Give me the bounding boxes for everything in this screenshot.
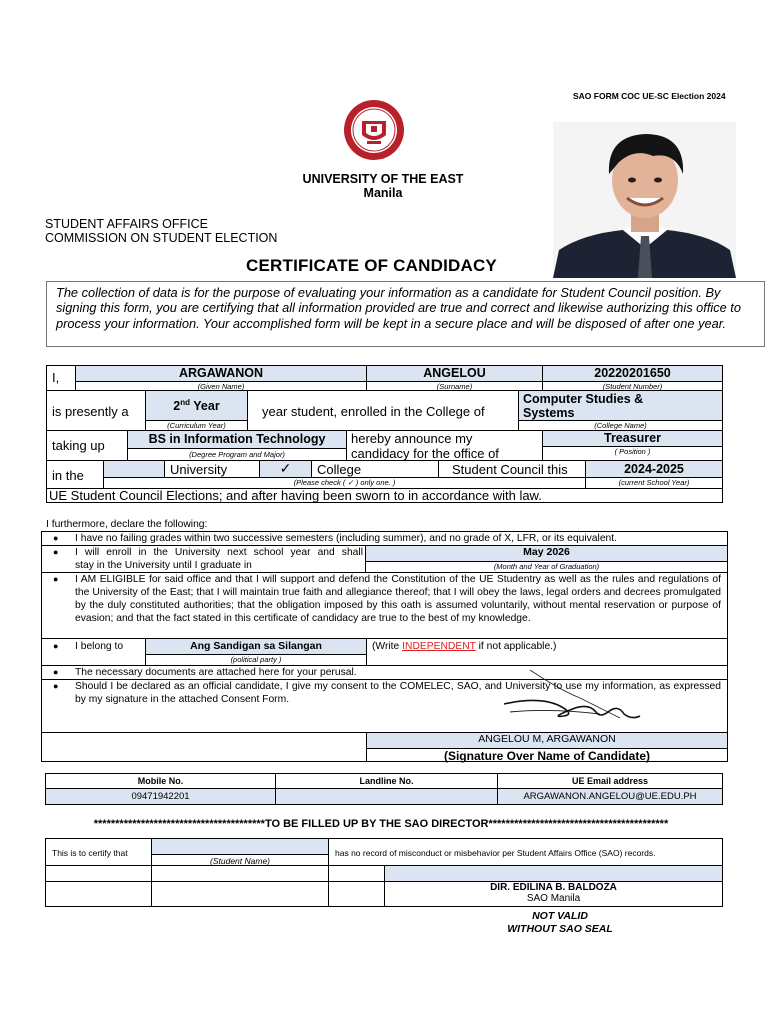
check-mark-icon: ✓ xyxy=(279,460,292,476)
university-name-block xyxy=(270,172,496,200)
declaration-item-2-line-1: I will enroll in the University next school year and shall xyxy=(75,547,363,558)
program-value: BS in Information Technology xyxy=(148,432,326,446)
declaration-item-4: I belong to xyxy=(75,641,124,652)
director-signature-field[interactable] xyxy=(385,866,722,881)
landline-header: Landline No. xyxy=(359,776,414,786)
student-name-field[interactable] xyxy=(152,839,328,854)
divider xyxy=(127,448,347,449)
record-text: has no record of misconduct or misbehavior per Student Affairs Office (SAO) records. xyxy=(335,848,656,858)
email-header: UE Email address xyxy=(571,776,649,786)
university-seal-logo xyxy=(338,99,410,161)
given-name-caption: (Given Name) xyxy=(197,382,245,391)
university-name: UNIVERSITY OF THE EAST xyxy=(302,172,464,186)
divider xyxy=(151,854,328,855)
write-post: if not applicable.) xyxy=(475,641,557,652)
not-valid-line-1: NOT VALID xyxy=(532,910,588,922)
declaration-item-3: I AM ELIGIBLE for said office and that I will support and defend the Constitution of the UE Studentry as well as the rules and regulations of the University of the East; that I will maintain true faith and allegiance thereof; that I will obey the laws, legal orders and decrees promulgated by the duly constituted authorities; that the obligation imposed by this oath is assumed voluntarily, without mental reservation or purpose of evasion; and that the fact stated in this certificate of candidacy are true to the best of my knowledge. xyxy=(75,574,721,624)
college-name-value: Computer Studies & Systems xyxy=(523,392,644,420)
in-the-label: in the xyxy=(52,468,84,483)
surname-value: ANGELOU xyxy=(423,366,486,380)
position-value: Treasurer xyxy=(604,431,661,445)
curriculum-year-caption: (Curriculum Year) xyxy=(167,421,226,430)
year-number: 2 xyxy=(173,399,181,414)
graduation-caption: (Month and Year of Graduation) xyxy=(493,562,600,571)
email-value[interactable]: ARGAWANON.ANGELOU@UE.EDU.PH xyxy=(523,791,697,802)
bullet-icon: ● xyxy=(53,641,59,651)
office-line-2: COMMISSION ON STUDENT ELECTION xyxy=(45,230,278,245)
director-name: DIR. EDILINA B. BALDOZA xyxy=(490,882,617,893)
not-valid-line-2: WITHOUT SAO SEAL xyxy=(507,923,613,935)
declaration-item-2-line-2: stay in the University until I graduate in xyxy=(75,560,252,571)
page-title: CERTIFICATE OF CANDIDACY xyxy=(246,256,497,275)
program-caption: (Degree Program and Major) xyxy=(189,450,285,459)
divider xyxy=(247,390,248,430)
divider xyxy=(328,838,329,907)
declaration-item-2 xyxy=(75,546,363,572)
bullet-icon: ● xyxy=(53,681,59,691)
elections-text: UE Student Council Elections; and after having been sworn to in accordance with law. xyxy=(49,488,542,503)
divider xyxy=(346,430,347,460)
position-caption: ( Position ) xyxy=(614,447,651,456)
divider xyxy=(275,789,276,804)
curriculum-year-value xyxy=(146,398,247,413)
student-number-value: 20220201650 xyxy=(594,366,671,380)
privacy-notice: The collection of data is for the purpose of evaluating your information as a candidate for Student Council position. By signing this form, you are certifying that all information provided are true and correct and likewise authorizing this office to process your information. Your accomplished form will be kept in a secure place and will be disposed of after one year. xyxy=(46,281,765,347)
surname-caption: (Surname) xyxy=(436,382,473,391)
college-name-caption: (College Name) xyxy=(594,421,647,430)
mobile-header: Mobile No. xyxy=(137,776,184,786)
given-name-value: ARGAWANON xyxy=(178,366,264,380)
presently-label: is presently a xyxy=(52,404,129,419)
announce-text: hereby announce my candidacy for the office of xyxy=(351,431,499,461)
university-campus: Manila xyxy=(363,186,403,200)
bullet-icon: ● xyxy=(53,574,59,584)
bullet-icon: ● xyxy=(53,667,59,677)
divider xyxy=(311,460,312,477)
college-option-label: College xyxy=(317,462,362,477)
signature-caption: (Signature Over Name of Candidate) xyxy=(443,749,651,763)
independent-text: INDEPENDENT xyxy=(402,641,476,652)
sao-banner: ****************************************TO BE FILLED UP BY THE SAO DIRECTOR****************************************** xyxy=(93,818,669,830)
divider xyxy=(164,460,165,477)
bullet-icon: ● xyxy=(53,533,59,543)
school-year-caption: (current School Year) xyxy=(618,478,690,487)
divider xyxy=(366,638,367,665)
university-checkbox[interactable] xyxy=(104,461,164,477)
write-pre: (Write xyxy=(372,641,403,652)
declaration-item-5: The necessary documents are attached here for your perusal. xyxy=(75,667,357,678)
university-option-label: University xyxy=(170,462,228,477)
bullet-icon: ● xyxy=(53,547,59,557)
year-word: Year xyxy=(190,399,220,414)
write-independent-note xyxy=(372,640,556,653)
party-caption: (political party ) xyxy=(230,655,282,664)
prefix-label: I, xyxy=(52,370,60,385)
year-student-text: year student, enrolled in the College of xyxy=(262,404,485,419)
party-value: Ang Sandigan sa Silangan xyxy=(190,640,322,652)
check-caption: (Please check ( ✓ ) only one. ) xyxy=(293,478,396,487)
divider xyxy=(438,460,439,477)
signature-image xyxy=(500,668,645,724)
declaration-item-1: I have no failing grades within two successive semesters (including summer), and no grade of X, LFR, or its equivalent. xyxy=(75,533,617,544)
student-number-caption: (Student Number) xyxy=(602,382,663,391)
form-code: SAO FORM COC UE-SC Election 2024 xyxy=(573,91,726,101)
office-line-1: STUDENT AFFAIRS OFFICE xyxy=(45,217,208,231)
declaration-item-6: Should I be declared as an official candidate, I give my consent to the COMELEC, SAO, and University to use my information, as expressed by my signature in the attached Consent Form. xyxy=(75,681,721,705)
school-year-value: 2024-2025 xyxy=(624,462,684,476)
declaration-intro: I furthermore, declare the following: xyxy=(46,519,208,530)
mobile-value[interactable]: 09471942201 xyxy=(131,791,190,802)
candidate-photo xyxy=(553,122,736,278)
office-block xyxy=(45,218,277,245)
certify-label: This is to certify that xyxy=(52,848,128,858)
graduation-value: May 2026 xyxy=(523,546,570,558)
signature-name: ANGELOU M, ARGAWANON xyxy=(478,733,616,745)
council-text: Student Council this xyxy=(452,462,568,477)
not-valid-note xyxy=(470,910,650,936)
taking-up-label: taking up xyxy=(52,438,105,453)
year-suffix: nd xyxy=(180,398,191,407)
student-name-caption: (Student Name) xyxy=(210,856,270,866)
director-office: SAO Manila xyxy=(526,893,581,904)
